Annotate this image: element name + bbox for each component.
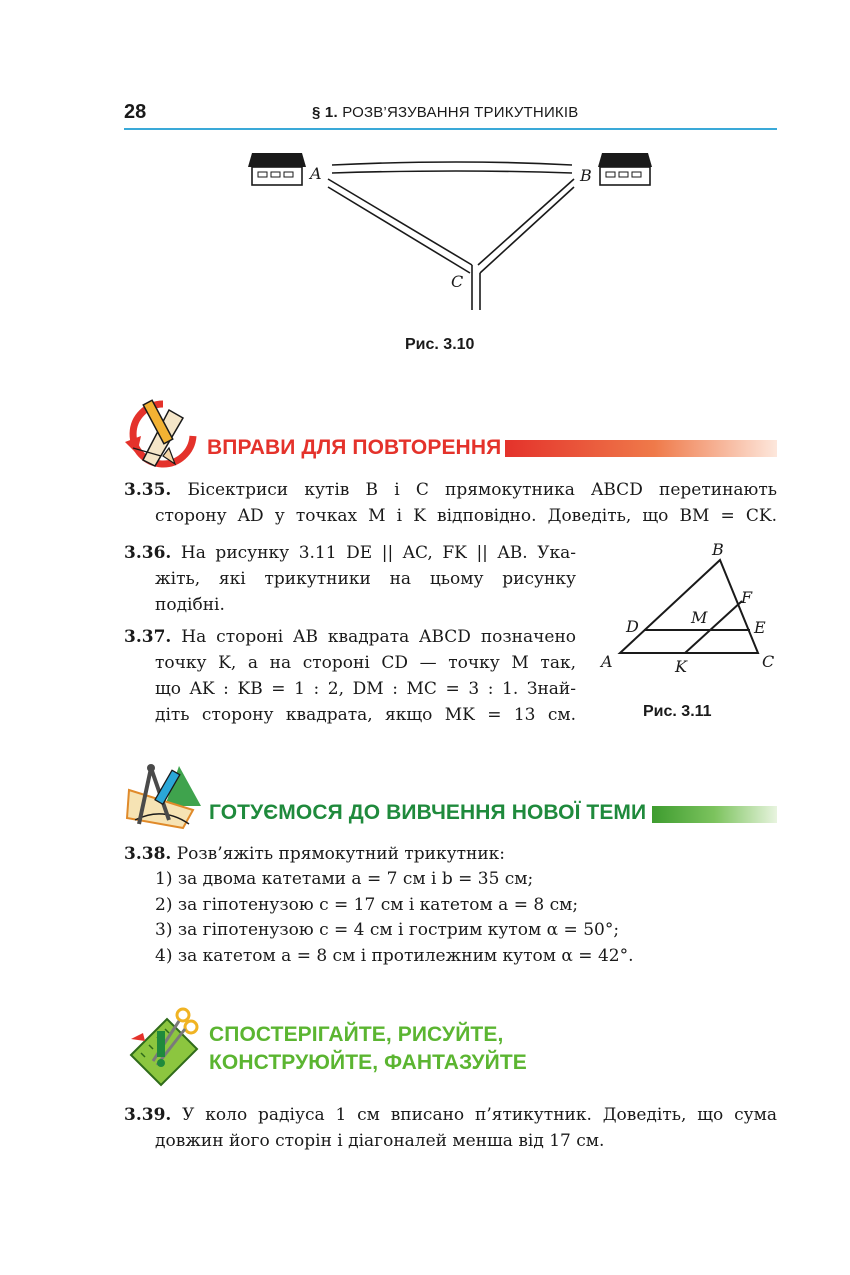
section-title-prepare: ГОТУЄМОСЯ ДО ВИВЧЕННЯ НОВОЇ ТЕМИ xyxy=(209,801,647,824)
problem-3-37-line1: 3.37. На стороні AB квадрата ABCD позначено xyxy=(124,627,577,647)
problem-3-38-stem: 3.38. Розв’яжіть прямокутний трикутник: xyxy=(124,844,506,864)
running-head xyxy=(312,104,578,121)
figure-caption: Рис. 3.11 xyxy=(643,703,712,720)
section-title: РОЗВ’ЯЗУВАННЯ ТРИКУТНИКІВ xyxy=(342,104,579,121)
problem-3-37-line3: що AK : KB = 1 : 2, DM : MC = 3 : 1. Знай- xyxy=(155,679,576,699)
header-rule xyxy=(124,128,777,130)
point-label-b: B xyxy=(712,540,724,559)
scissors-ruler-icon xyxy=(123,1005,205,1087)
problem-3-37-line4: діть сторону квадрата, якщо MK = 13 см. xyxy=(155,705,576,725)
drafting-compass-icon xyxy=(123,762,205,834)
section-title-review: ВПРАВИ ДЛЯ ПОВТОРЕННЯ xyxy=(207,436,502,459)
problem-3-38-item: 2) за гіпотенузою c = 17 см і катетом a = 8 см; xyxy=(155,895,579,915)
problem-3-39-line1: 3.39. У коло радіуса 1 см вписано п’ятикутник. Доведіть, що сума xyxy=(124,1105,777,1125)
point-label-m: M xyxy=(691,608,708,627)
section-bar-prepare xyxy=(652,806,777,823)
section-title-observe-line2: КОНСТРУЮЙТЕ, ФАНТАЗУЙТЕ xyxy=(209,1051,527,1074)
figure-3-11 xyxy=(598,535,780,680)
figure-caption: Рис. 3.10 xyxy=(405,336,475,353)
problem-3-38-item: 1) за двома катетами a = 7 см і b = 35 см; xyxy=(155,869,534,889)
problem-3-36-line1: 3.36. На рисунку 3.11 DE || AC, FK || AB. Ука- xyxy=(124,543,576,563)
point-label-b: B xyxy=(580,166,592,185)
point-label-c: C xyxy=(762,652,775,671)
point-label-f: F xyxy=(741,588,753,607)
house-icon xyxy=(598,153,652,185)
point-label-a: A xyxy=(601,652,613,671)
page-number: 28 xyxy=(124,101,147,123)
point-label-a: A xyxy=(310,164,322,183)
figure-3-10 xyxy=(240,145,660,315)
problem-3-36-line2: жіть, які трикутники на цьому рисунку xyxy=(155,569,576,589)
point-label-c: C xyxy=(451,272,464,291)
problem-3-37-line2: точку K, а на стороні CD — точку M так, xyxy=(155,653,576,673)
house-icon xyxy=(248,153,306,185)
point-label-d: D xyxy=(626,617,639,636)
problem-3-36-line3: подібні. xyxy=(155,595,225,615)
problem-3-38-item: 3) за гіпотенузою c = 4 см і гострим кутом α = 50°; xyxy=(155,920,620,940)
problem-3-39-line2: довжин його сторін і діагоналей менша від 17 см. xyxy=(155,1131,605,1151)
section-title-observe-line1: СПОСТЕРІГАЙТЕ, РИСУЙТЕ, xyxy=(209,1023,504,1046)
section-mark: § 1. xyxy=(312,104,338,121)
section-bar-review xyxy=(505,440,777,457)
point-label-k: K xyxy=(675,657,687,676)
problem-3-38-item: 4) за катетом a = 8 см і протилежним кутом α = 42°. xyxy=(155,946,634,966)
problem-3-35-line2: сторону AD у точках M і K відповідно. Доведіть, що BM = CK. xyxy=(155,506,777,526)
pencil-compass-icon xyxy=(123,396,203,470)
problem-3-35-line1: 3.35. Бісектриси кутів B і C прямокутника ABCD перетинають xyxy=(124,480,778,500)
point-label-e: E xyxy=(754,618,766,637)
